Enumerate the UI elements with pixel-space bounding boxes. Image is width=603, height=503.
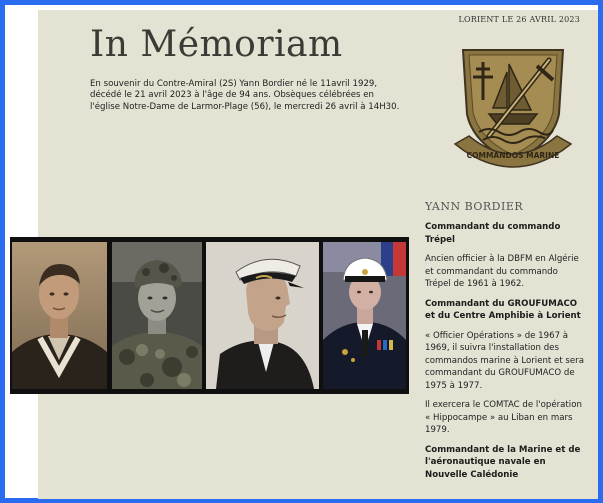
biography-column bbox=[425, 200, 585, 488]
section-heading-caledonie: Commandant de la Marine et de l'aéronautique navale en Nouvelle Calédonie bbox=[425, 444, 581, 480]
commandos-marine-badge-icon bbox=[449, 44, 577, 176]
person-name: YANN BORDIER bbox=[425, 200, 524, 213]
intro-paragraph: En souvenir du Contre-Amiral (2S) Yann Bordier né le 11avril 1929, décédé le 21 avril 2023 à l'âge de 94 ans. Obsèques célébrées en l'église Notre-Dame de Larmor-Plage (56), le mercredi 26 avril à 14H30. bbox=[90, 79, 400, 112]
photo-camouflage-soldier bbox=[112, 242, 202, 389]
section-text-groufumaco: « Officier Opérations » de 1967 à 1969, il suivra l'installation des commandos marine à Lorient et sera commandant du GROUFUMACO de 1975 à 1977. bbox=[425, 330, 584, 391]
section-text-trepel: Ancien officier à la DBFM en Algérie et commandant du commando Trépel de 1961 à 1962. bbox=[425, 254, 579, 289]
section-heading-groufumaco: Commandant du GROUFUMACO et du Centre Amphibie à Lorient bbox=[425, 298, 581, 321]
photo-young-sailor bbox=[12, 242, 107, 389]
photo-admiral-uniform bbox=[323, 242, 406, 389]
dateline: LORIENT LE 26 AVRIL 2023 bbox=[458, 15, 580, 24]
photo-strip bbox=[10, 237, 409, 394]
page-title: In Mémoriam bbox=[90, 24, 343, 65]
photo-officer-profile bbox=[206, 242, 319, 389]
badge-motto: COMMANDOS MARINE bbox=[466, 151, 560, 160]
section-heading-trepel: Commandant du commando Trépel bbox=[425, 222, 561, 245]
section-text-comtac: Il exercera le COMTAC de l'opération « Hippocampe » au Liban en mars 1979. bbox=[425, 400, 582, 435]
